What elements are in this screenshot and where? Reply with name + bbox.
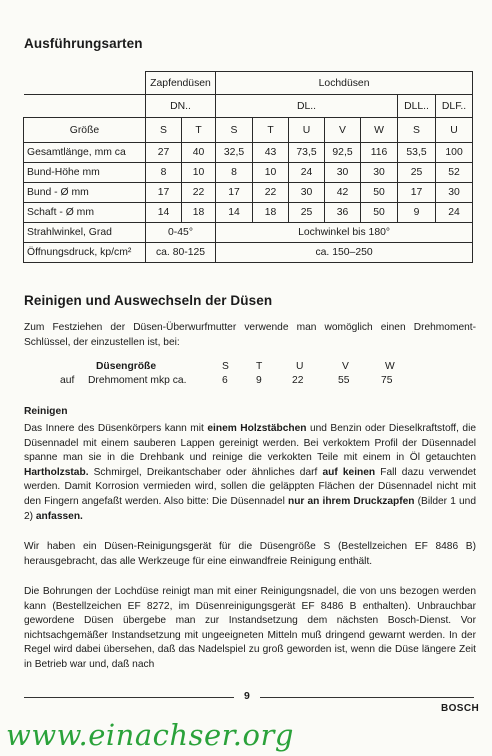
row-label: Schaft - Ø mm	[24, 203, 146, 223]
cell: 10	[253, 163, 289, 183]
cell: 32,5	[216, 143, 253, 163]
cell: 40	[182, 143, 216, 163]
cell: 8	[216, 163, 253, 183]
text-run: Fall dazu verwendet werden. Damit Korrosion vermieden wird, sollen die geläppten Flächen der Düsennadel nicht mit den Fingern angefaßt werden. Also bitte: Die Düsennadel	[24, 466, 476, 507]
cell: 50	[361, 183, 398, 203]
torque-value-label: Drehmoment mkp ca.	[88, 375, 187, 386]
cell: 30	[436, 183, 473, 203]
torque-value: 55	[338, 375, 350, 386]
emphasis: auf keinen	[322, 466, 376, 478]
brand-logo-text: BOSCH	[441, 703, 480, 714]
cleaning-device-paragraph: Wir haben ein Düsen-Reinigungsgerät für die Düsengröße S (Bestellzeichen EF 8486 B) herausgebracht, das alle Werkzeuge für eine einwandfreie Reinigung enthält.	[24, 541, 476, 567]
emphasis: nur an ihrem Druckzapfen	[287, 495, 415, 507]
cell: 18	[253, 203, 289, 223]
cell: 25	[289, 203, 325, 223]
row-label: Bund-Höhe mm	[24, 163, 146, 183]
type-dl: DL..	[216, 95, 398, 118]
cell: 30	[361, 163, 398, 183]
table-corner-2	[24, 95, 146, 118]
torque-value: 22	[292, 375, 304, 386]
cell: 22	[253, 183, 289, 203]
section-title-ausfuehrungsarten: Ausführungsarten	[24, 36, 143, 51]
size-cell: T	[253, 118, 289, 143]
size-cell: V	[325, 118, 361, 143]
cell: 43	[253, 143, 289, 163]
cleaning-paragraph	[24, 422, 476, 524]
row-label: Gesamtlänge, mm ca	[24, 143, 146, 163]
cell: 9	[398, 203, 436, 223]
cell: 92,5	[325, 143, 361, 163]
row-bund-durchmesser	[24, 183, 473, 203]
torque-value: 75	[381, 375, 393, 386]
cell: 116	[361, 143, 398, 163]
text-run: Schmirgel, Dreikantschaber oder ähnliches darf	[88, 466, 323, 478]
torque-size-label: Düsengröße	[96, 361, 157, 372]
footer-rule-left	[24, 697, 234, 698]
size-cell: S	[216, 118, 253, 143]
text-run: und Benzin oder Dieselkraftstoff, die Düsennadel mit einem sauberen Lappen gereinigt werden. Bei verkoktem Profil der Düsennadel spanne man sie in die Drehbank und reinige die verkokten Teile mit einem in Öl getauchten	[24, 423, 476, 464]
cell: 17	[146, 183, 182, 203]
cell: 30	[289, 183, 325, 203]
cell: 100	[436, 143, 473, 163]
cell-strahl-zapfen: 0-45°	[146, 223, 216, 243]
nozzle-spec-table	[23, 71, 473, 263]
size-cell: S	[146, 118, 182, 143]
emphasis: Hartholzstab.	[24, 466, 89, 478]
cell: 24	[436, 203, 473, 223]
cell: 30	[325, 163, 361, 183]
cell: 14	[216, 203, 253, 223]
row-label: Öffnungsdruck, kp/cm²	[24, 243, 146, 263]
table-corner	[24, 72, 146, 95]
row-bund-hoehe	[24, 163, 473, 183]
type-dlf: DLF..	[436, 95, 473, 118]
cell: 17	[398, 183, 436, 203]
size-cell: W	[361, 118, 398, 143]
size-cell: S	[398, 118, 436, 143]
cell: 18	[182, 203, 216, 223]
size-cell: U	[289, 118, 325, 143]
page-number: 9	[244, 690, 250, 702]
cell: 10	[182, 163, 216, 183]
torque-size: S	[222, 361, 229, 372]
type-dll: DLL..	[398, 95, 436, 118]
cell-strahl-loch: Lochwinkel bis 180°	[216, 223, 473, 243]
emphasis: anfassen.	[35, 510, 83, 522]
text-run: (Bilder 1 und 2)	[24, 495, 476, 522]
cell: 17	[216, 183, 253, 203]
cell: 8	[146, 163, 182, 183]
size-cell: T	[182, 118, 216, 143]
emphasis: einem Holzstäbchen	[207, 423, 307, 434]
cell: 14	[146, 203, 182, 223]
cell-druck-loch: ca. 150–250	[216, 243, 473, 263]
cell: 52	[436, 163, 473, 183]
watermark: www.einachser.org	[6, 718, 294, 752]
cell: 42	[325, 183, 361, 203]
header-lochduesen: Lochdüsen	[216, 72, 473, 95]
lochduese-paragraph: Die Bohrungen der Lochdüse reinigt man mit einer Reinigungsnadel, die von uns bezogen werden kann (Bestellzeichen EF 8272, im Düsenreinigungsgerät EF 8486 B enthalten). Unbrauchbar gewordene Düsen übergebe man zur Instandsetzung dem nächsten Bosch-Dienst. Vor nichtsachgemäßer Instandsetzung mit ungeeigneten Mitteln muß dringend gewarnt werden. In der Regel wird dabei übersehen, daß das Nadelspiel zu groß geworden ist, wenn die Düse längere Zeit in Betrieb war und, daß nach	[24, 586, 476, 670]
row-gesamtlaenge	[24, 143, 473, 163]
cell: 73,5	[289, 143, 325, 163]
row-strahlwinkel	[24, 223, 473, 243]
row-oeffnungsdruck	[24, 243, 473, 263]
torque-size: V	[342, 361, 349, 372]
section-title-reinigen: Reinigen und Auswechseln der Düsen	[24, 293, 273, 308]
cell: 24	[289, 163, 325, 183]
torque-value: 6	[222, 375, 228, 386]
torque-size: T	[256, 361, 263, 372]
intro-paragraph: Zum Festziehen der Düsen-Überwurfmutter verwende man womöglich einen Drehmoment-Schlüssel, der einzustellen ist, bei:	[24, 322, 476, 348]
cell: 53,5	[398, 143, 436, 163]
cell: 36	[325, 203, 361, 223]
footer-rule-right	[260, 697, 474, 698]
cell: 25	[398, 163, 436, 183]
torque-size: W	[385, 361, 395, 372]
torque-prefix: auf	[60, 375, 75, 386]
subheading-reinigen: Reinigen	[24, 406, 68, 417]
cell: 22	[182, 183, 216, 203]
text-run: Das Innere des Düsenkörpers kann mit	[24, 423, 208, 434]
size-label: Größe	[24, 118, 146, 143]
torque-value: 9	[256, 375, 262, 386]
type-dn: DN..	[146, 95, 216, 118]
torque-size: U	[296, 361, 304, 372]
cell: 27	[146, 143, 182, 163]
row-schaft-durchmesser	[24, 203, 473, 223]
cell-druck-zapfen: ca. 80-125	[146, 243, 216, 263]
row-label: Strahlwinkel, Grad	[24, 223, 146, 243]
header-zapfenduesen: Zapfendüsen	[146, 72, 216, 95]
row-label: Bund - Ø mm	[24, 183, 146, 203]
size-cell: U	[436, 118, 473, 143]
cell: 50	[361, 203, 398, 223]
